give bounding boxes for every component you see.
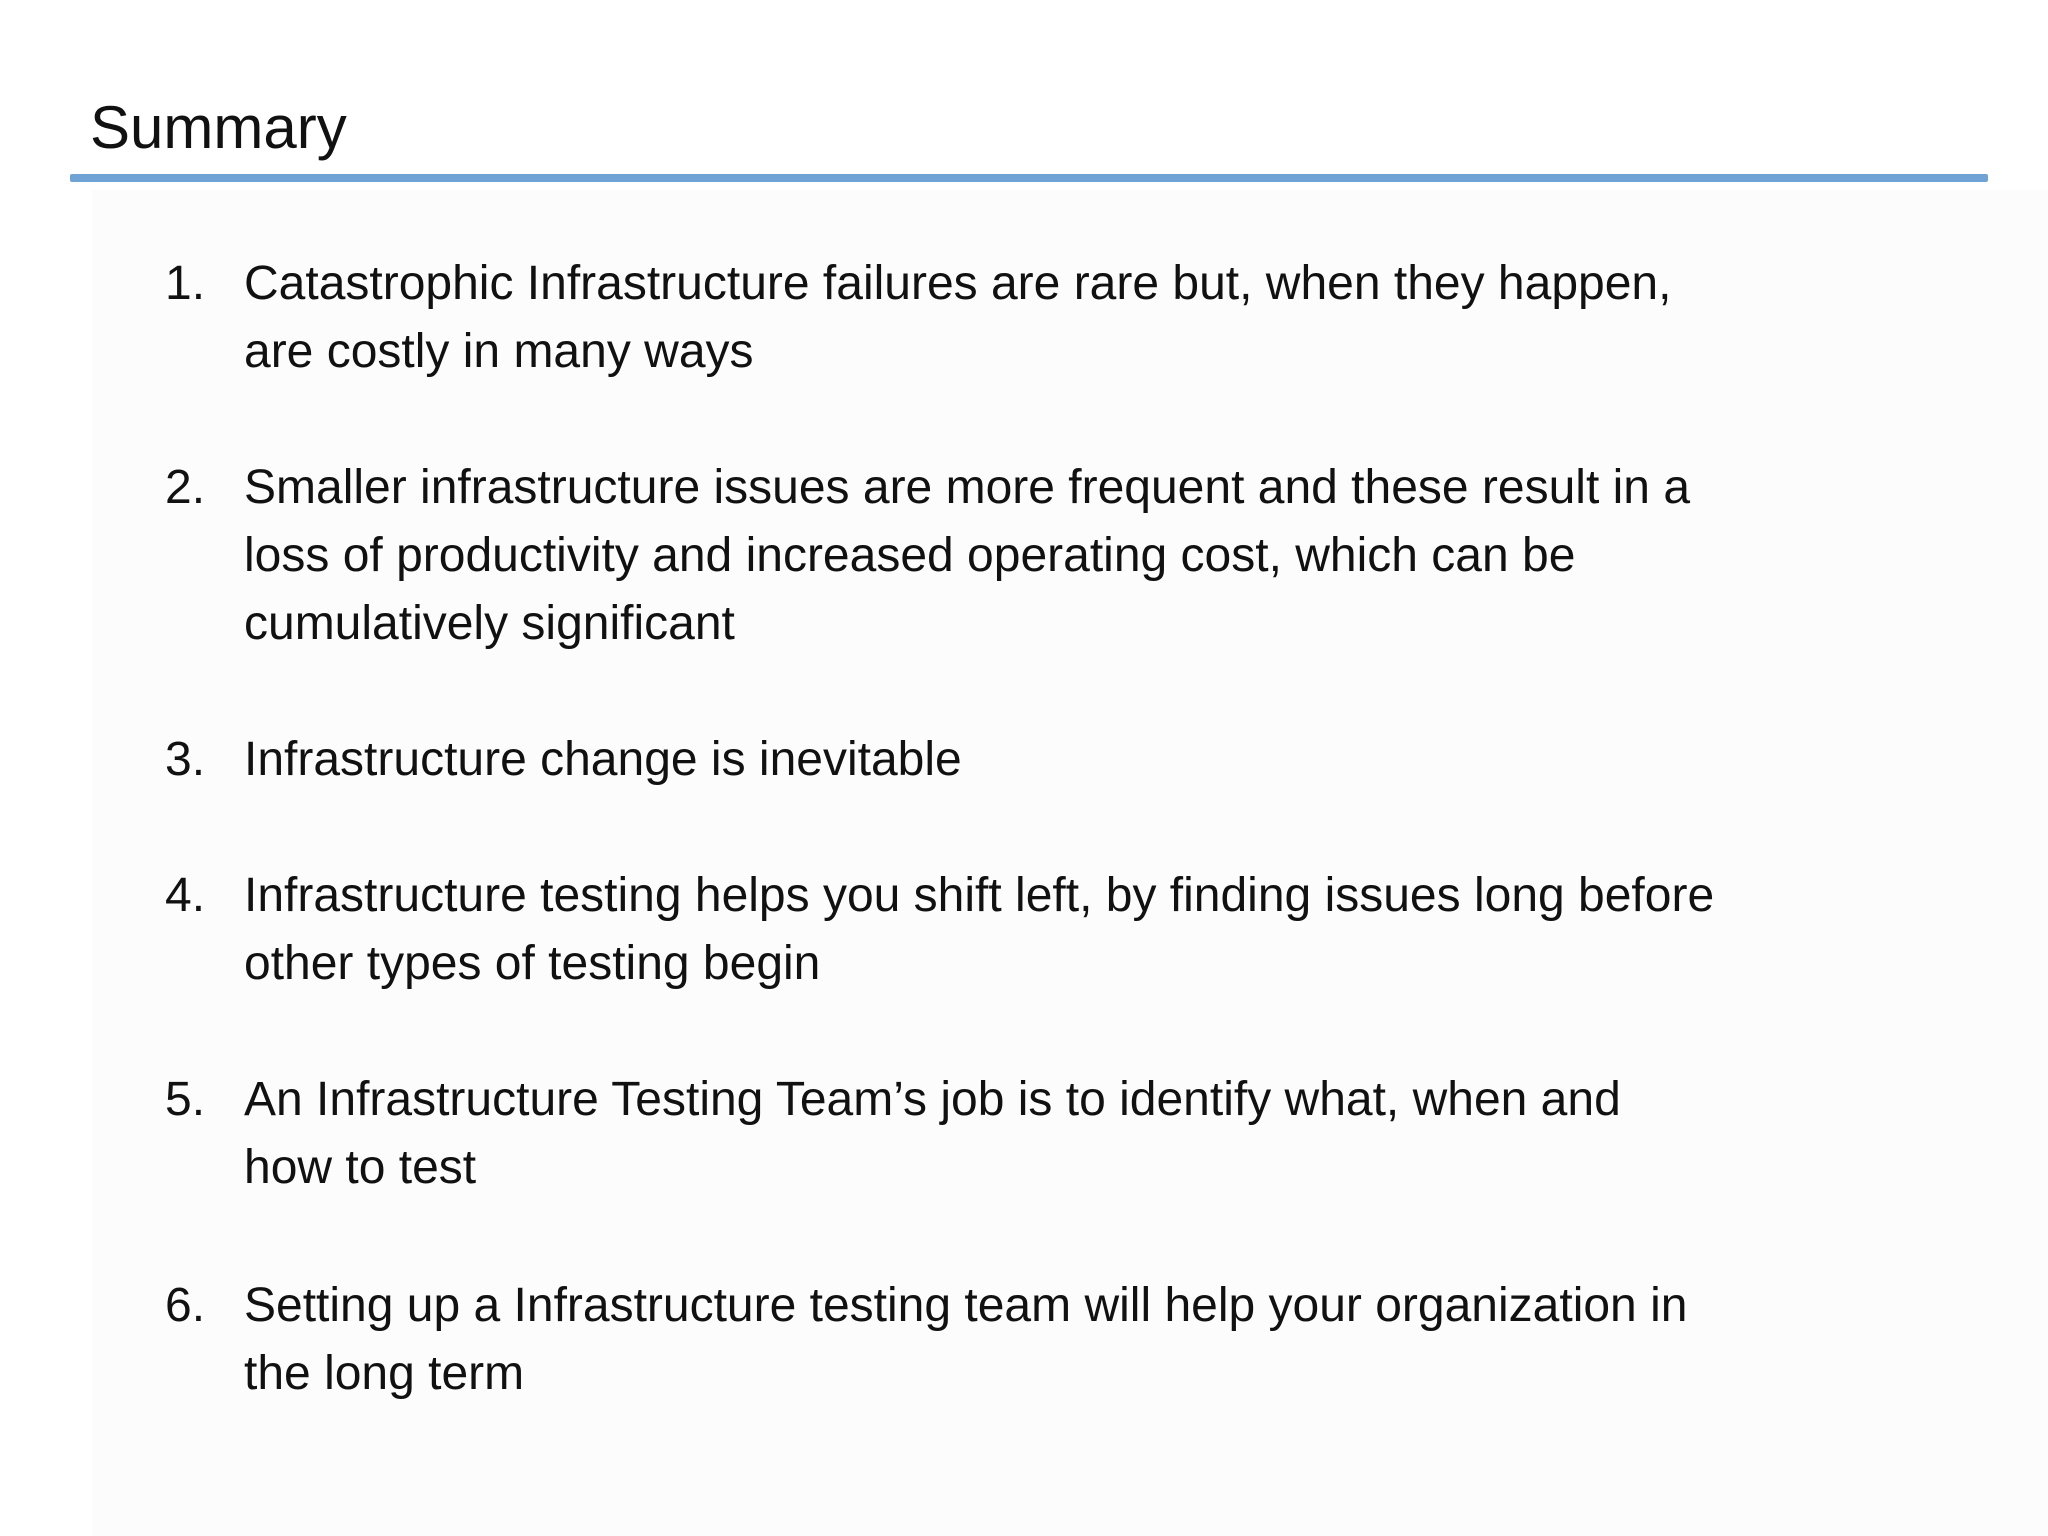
item-text: [244, 1272, 1894, 1408]
item-text-line: An Infrastructure Testing Team’s job is to identify what, when and: [244, 1073, 1621, 1126]
item-text-line: Infrastructure testing helps you shift left, by finding issues long before: [244, 869, 1715, 922]
item-text-line: Infrastructure change is inevitable: [244, 733, 962, 786]
item-text-line: Catastrophic Infrastructure failures are rare but, when they happen,: [244, 257, 1672, 310]
item-number: 2.: [165, 461, 206, 514]
title-underline: [70, 174, 1988, 182]
item-number: 6.: [165, 1279, 206, 1332]
item-text: [244, 250, 1894, 386]
item-text: [244, 862, 1894, 998]
item-text-line: cumulatively significant: [244, 597, 735, 650]
slide-title: Summary: [90, 94, 347, 161]
item-text-line: are costly in many ways: [244, 325, 754, 378]
item-text: [244, 1066, 1894, 1202]
item-number: 5.: [165, 1073, 206, 1126]
item-number: 4.: [165, 869, 206, 922]
item-text-line: the long term: [244, 1347, 525, 1400]
item-text: [244, 726, 1894, 794]
item-text-line: Setting up a Infrastructure testing team will help your organization in: [244, 1279, 1688, 1332]
item-number: 1.: [165, 257, 206, 310]
item-text-line: Smaller infrastructure issues are more frequent and these result in a: [244, 461, 1691, 514]
item-text: [244, 454, 1894, 658]
item-text-line: how to test: [244, 1141, 477, 1194]
item-text-line: other types of testing begin: [244, 937, 821, 990]
item-text-line: loss of productivity and increased operating cost, which can be: [244, 529, 1576, 582]
item-number: 3.: [165, 733, 206, 786]
